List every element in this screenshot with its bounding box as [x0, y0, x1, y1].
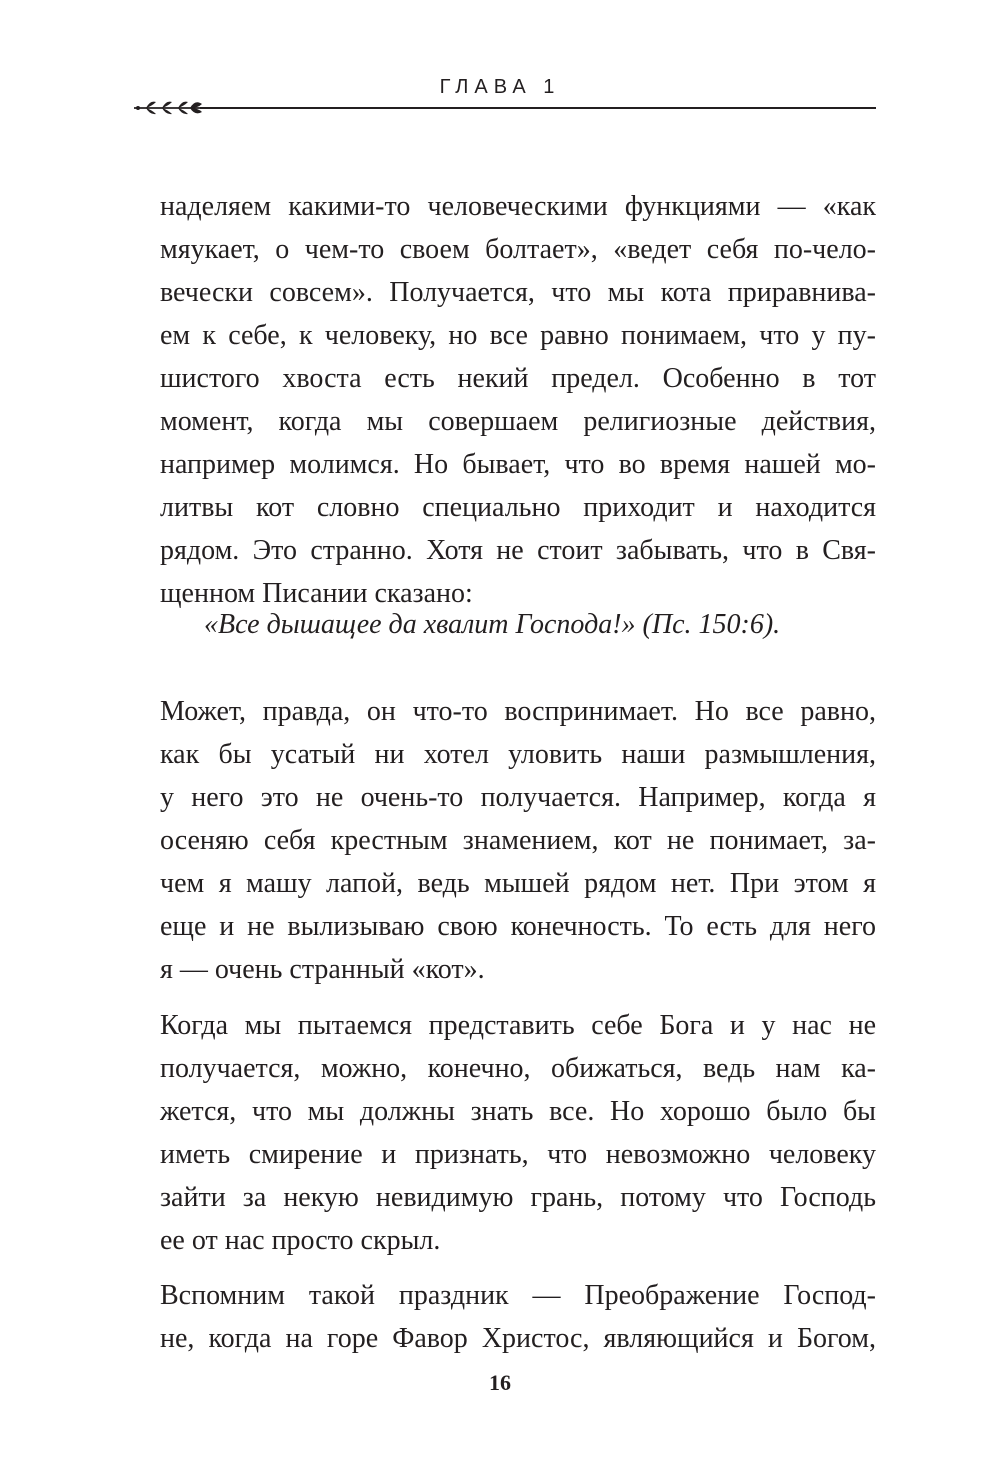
text-line: как бы усатый ни хотел уловить наши размышления,	[160, 739, 876, 770]
text-line: рядом. Это странно. Хотя не стоит забывать, что в Свя-	[160, 535, 876, 566]
text-line: чем я машу лапой, ведь мышей рядом нет. При этом я	[160, 868, 876, 899]
text-line: ее от нас просто скрыл.	[160, 1225, 441, 1256]
text-line: литвы кот словно специально приходит и находится	[160, 492, 876, 523]
text-line: щенном Писании сказано:	[160, 578, 473, 609]
text-line: получается, можно, конечно, обижаться, ведь нам ка-	[160, 1053, 876, 1084]
leafy-vine-ornament-icon	[132, 96, 204, 118]
text-line: еще и не вылизываю свою конечность. То есть для него	[160, 911, 876, 942]
text-line: не, когда на горе Фавор Христос, являющийся и Богом,	[160, 1323, 876, 1354]
text-line: шистого хвоста есть некий предел. Особенно в тот	[160, 363, 876, 394]
text-line: осеняю себя крестным знамением, кот не понимает, за-	[160, 825, 876, 856]
text-line: ем к себе, к человеку, но все равно понимаем, что у пу-	[160, 320, 876, 351]
text-line: Может, правда, он что-то воспринимает. Но все равно,	[160, 696, 876, 727]
scripture-quote: «Все дышащее да хвалит Господа!» (Пс. 150:6).	[204, 609, 781, 640]
page-number: 16	[489, 1370, 511, 1395]
text-line: иметь смирение и признать, что невозможно человеку	[160, 1139, 876, 1170]
text-line: мяукает, о чем-то своем болтает», «ведет себя по-чело-	[160, 234, 876, 265]
text-line: момент, когда мы совершаем религиозные действия,	[160, 406, 876, 437]
text-line: жется, что мы должны знать все. Но хорошо было бы	[160, 1096, 876, 1127]
text-line: Вспомним такой праздник — Преображение Господ-	[160, 1280, 876, 1311]
text-line: у него это не очень-то получается. Например, когда я	[160, 782, 876, 813]
text-line: например молимся. Но бывает, что во время нашей мо-	[160, 449, 876, 480]
header-rule	[200, 107, 876, 109]
chapter-title: ГЛАВА 1	[439, 76, 561, 98]
text-line: вечески совсем». Получается, что мы кота приравнива-	[160, 277, 876, 308]
text-line: наделяем какими-то человеческими функциями — «как	[160, 191, 876, 222]
text-line: я — очень странный «кот».	[160, 954, 485, 985]
text-line: зайти за некую невидимую грань, потому что Господь	[160, 1182, 876, 1213]
running-header	[0, 0, 1000, 120]
text-line: Когда мы пытаемся представить себе Бога и у нас не	[160, 1010, 876, 1041]
